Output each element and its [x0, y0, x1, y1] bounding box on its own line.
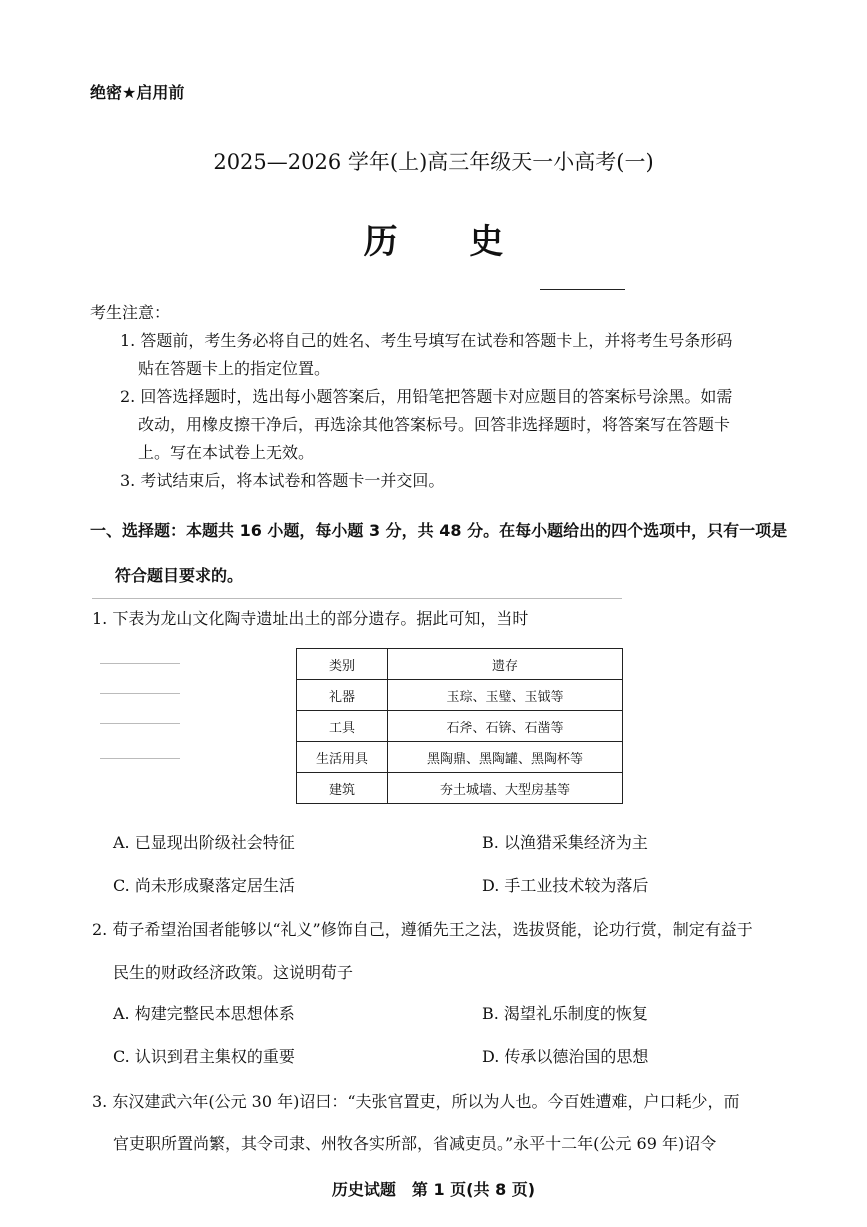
divider: [540, 289, 625, 290]
fold-line: [100, 758, 180, 759]
fold-line: [100, 693, 180, 694]
question-2-option-d: D. 传承以德治国的思想: [482, 1047, 649, 1066]
page-footer: 历史试题 第 1 页(共 8 页): [331, 1180, 536, 1199]
question-1-option-d: D. 手工业技术较为落后: [482, 876, 649, 895]
question-2-stem-cont: 民生的财政经济政策。这说明荀子: [113, 963, 354, 982]
notice-item-3: 3. 考试结束后，将本试卷和答题卡一并交回。: [120, 471, 445, 490]
notice-item-1-cont: 贴在答题卡上的指定位置。: [138, 359, 331, 378]
notice-item-1: 1. 答题前，考生务必将自己的姓名、考生号填写在试卷和答题卡上，并将考生号条形码: [120, 331, 733, 350]
question-2-option-c: C. 认识到君主集权的重要: [113, 1047, 295, 1066]
question-3-stem-cont: 官吏职所置尚繁，其令司隶、州牧各实所部，省减吏员。”永平十二年(公元 69 年)诏令: [113, 1134, 717, 1153]
section-heading: 一、选择题：本题共 16 小题，每小题 3 分，共 48 分。在每小题给出的四个选项中，只有一项是: [90, 521, 788, 540]
question-1-option-b: B. 以渔猎采集经济为主: [482, 833, 648, 852]
table-header-relics: 遗存: [388, 649, 623, 680]
confidential-label: 绝密★启用前: [90, 83, 185, 102]
table-header-row: [297, 649, 623, 680]
question-2-option-b: B. 渴望礼乐制度的恢复: [482, 1004, 648, 1023]
question-1-option-c: C. 尚未形成聚落定居生活: [113, 876, 295, 895]
table-row: [297, 773, 623, 804]
notice-item-2-cont2: 上。写在本试卷上无效。: [138, 443, 315, 462]
exam-title: 2025—2026 学年(上)高三年级天一小高考(一): [213, 150, 654, 174]
fold-line: [100, 663, 180, 664]
question-2-stem: 2. 荀子希望治国者能够以“礼义”修饰自己，遵循先王之法，选拔贤能，论功行赏，制定有益于: [92, 920, 753, 939]
table-cell: 夯土城墙、大型房基等: [388, 773, 623, 804]
table-cell: 工具: [297, 711, 388, 742]
question-3-stem: 3. 东汉建武六年(公元 30 年)诏曰：“夫张官置吏，所以为人也。今百姓遭难，户口耗少，而: [92, 1092, 740, 1111]
question-1-option-a: A. 已显现出阶级社会特征: [113, 833, 295, 852]
fold-line: [92, 598, 622, 599]
fold-line: [100, 723, 180, 724]
table-row: [297, 742, 623, 773]
table-cell: 石斧、石锛、石凿等: [388, 711, 623, 742]
notice-heading: 考生注意：: [90, 303, 171, 322]
notice-item-2: 2. 回答选择题时，选出每小题答案后，用铅笔把答题卡对应题目的答案标号涂黑。如需: [120, 387, 733, 406]
table-cell: 玉琮、玉璧、玉钺等: [388, 680, 623, 711]
subject-title: 历 史: [363, 222, 534, 262]
table-cell: 礼器: [297, 680, 388, 711]
table-row: [297, 680, 623, 711]
question-1-stem: 1. 下表为龙山文化陶寺遗址出土的部分遗存。据此可知，当时: [92, 609, 529, 628]
table-row: [297, 711, 623, 742]
notice-item-2-cont: 改动，用橡皮擦干净后，再选涂其他答案标号。回答非选择题时，将答案写在答题卡: [138, 415, 731, 434]
question-2-option-a: A. 构建完整民本思想体系: [113, 1004, 295, 1023]
table-cell: 生活用具: [297, 742, 388, 773]
table-cell: 黑陶鼎、黑陶罐、黑陶杯等: [388, 742, 623, 773]
table-header-category: 类别: [297, 649, 388, 680]
section-heading-cont: 符合题目要求的。: [115, 566, 244, 585]
relics-table: [296, 648, 623, 804]
table-cell: 建筑: [297, 773, 388, 804]
